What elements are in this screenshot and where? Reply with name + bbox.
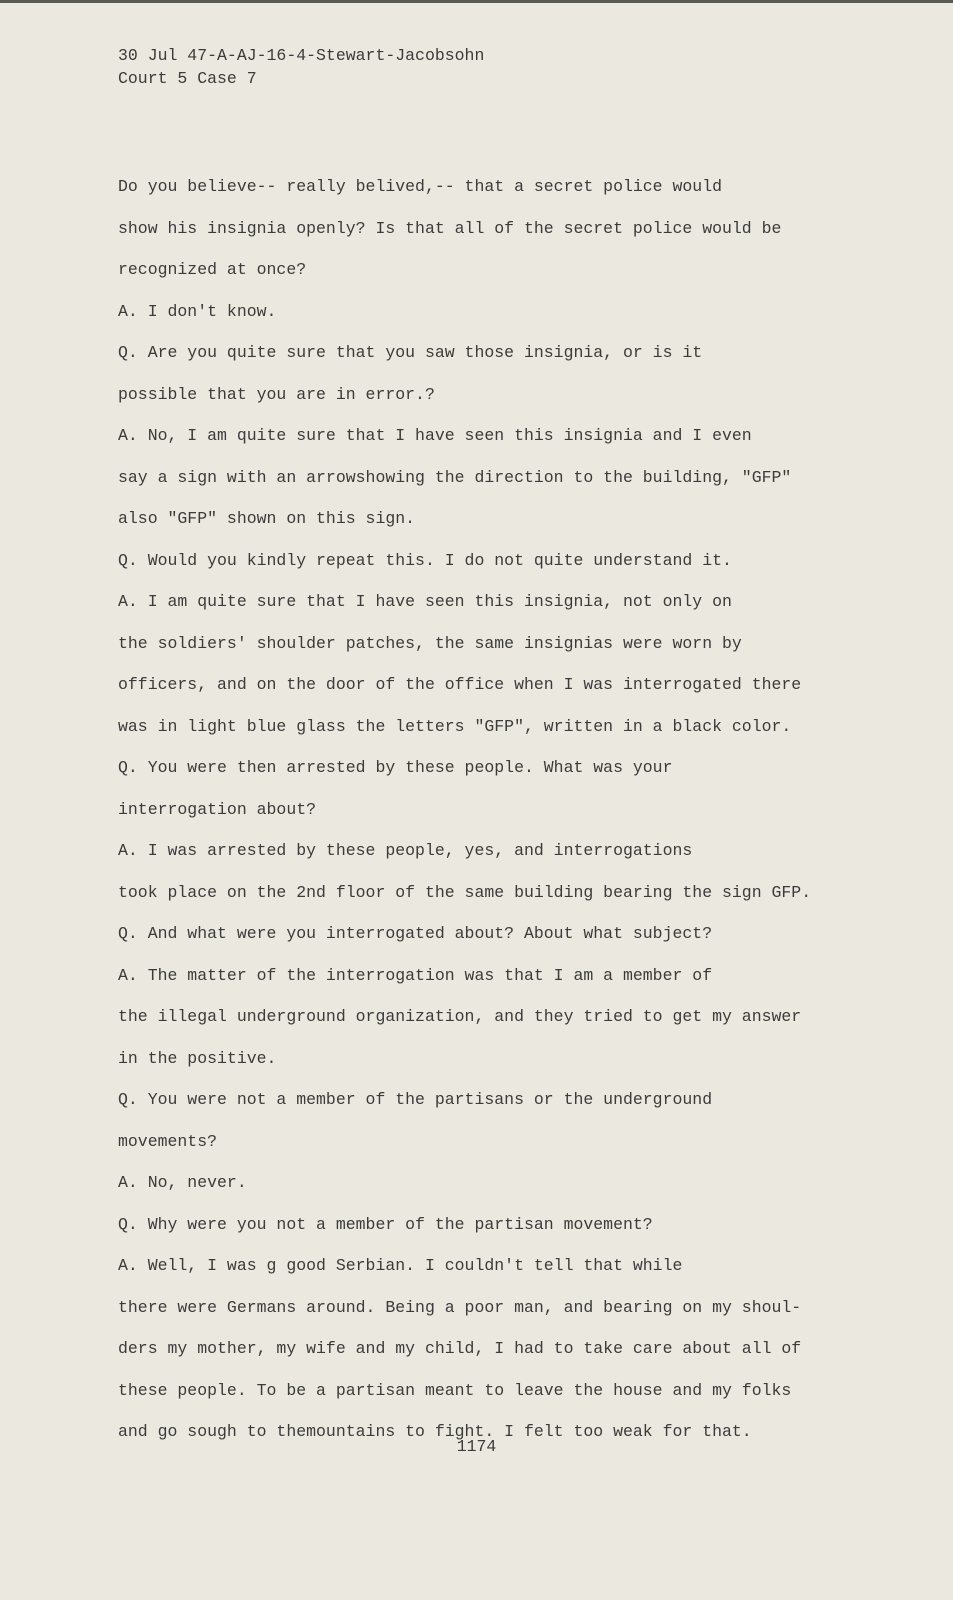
transcript-line: A. Well, I was g good Serbian. I couldn't tell that while xyxy=(118,1256,683,1275)
transcript-line: A. I was arrested by these people, yes, and interrogations xyxy=(118,841,693,860)
page-number: 1174 xyxy=(456,1437,497,1456)
transcript-line: Q. You were then arrested by these people. What was your xyxy=(118,758,673,777)
transcript-line: Q. And what were you interrogated about? About what subject? xyxy=(118,924,713,943)
transcript-line: A. No, never. xyxy=(118,1173,247,1192)
page-top-edge xyxy=(0,0,953,3)
header-court-case: Court 5 Case 7 xyxy=(118,69,257,88)
transcript-line: took place on the 2nd floor of the same building bearing the sign GFP. xyxy=(118,882,812,902)
transcript-line: these people. To be a partisan meant to leave the house and my folks xyxy=(118,1380,792,1400)
transcript-line: recognized at once? xyxy=(118,260,307,279)
transcript-line: movements? xyxy=(118,1131,218,1151)
document-header xyxy=(118,44,484,90)
transcript-line: ders my mother, my wife and my child, I had to take care about all of xyxy=(118,1339,802,1358)
header-reference: 30 Jul 47-A-AJ-16-4-Stewart-Jacobsohn xyxy=(118,46,485,65)
transcript-line: was in light blue glass the letters "GFP", written in a black color. xyxy=(118,716,792,736)
transcript-line: officers, and on the door of the office when I was interrogated there xyxy=(118,675,802,694)
transcript-line: A. I am quite sure that I have seen this insignia, not only on xyxy=(118,592,732,611)
transcript-line: show his insignia openly? Is that all of the secret police would be xyxy=(118,218,782,238)
transcript-line: interrogation about? xyxy=(118,799,317,819)
transcript-line: the illegal underground organization, and they tried to get my answer xyxy=(118,1007,802,1026)
transcript-line: also "GFP" shown on this sign. xyxy=(118,509,416,528)
transcript-line: there were Germans around. Being a poor man, and bearing on my shoul- xyxy=(118,1297,802,1317)
transcript-line: Q. Would you kindly repeat this. I do not quite understand it. xyxy=(118,550,732,570)
transcript-line: and go sough to themountains to fight. I felt too weak for that. xyxy=(118,1422,752,1441)
transcript-line: the soldiers' shoulder patches, the same insignias were worn by xyxy=(118,633,742,653)
transcript-line: in the positive. xyxy=(118,1048,277,1068)
transcript-line: Q. Why were you not a member of the partisan movement? xyxy=(118,1214,653,1234)
transcript-line: say a sign with an arrowshowing the direction to the building, "GFP" xyxy=(118,467,792,487)
transcript-line: A. I don't know. xyxy=(118,301,277,321)
transcript-line: Do you believe-- really belived,-- that a secret police would xyxy=(118,177,722,196)
transcript-line: possible that you are in error.? xyxy=(118,384,435,404)
transcript-line: Q. You were not a member of the partisans or the underground xyxy=(118,1090,713,1109)
transcript-body xyxy=(118,166,848,1453)
transcript-line: A. The matter of the interrogation was that I am a member of xyxy=(118,965,713,985)
transcript-line: Q. Are you quite sure that you saw those insignia, or is it xyxy=(118,343,703,362)
transcript-line: A. No, I am quite sure that I have seen this insignia and I even xyxy=(118,426,752,445)
